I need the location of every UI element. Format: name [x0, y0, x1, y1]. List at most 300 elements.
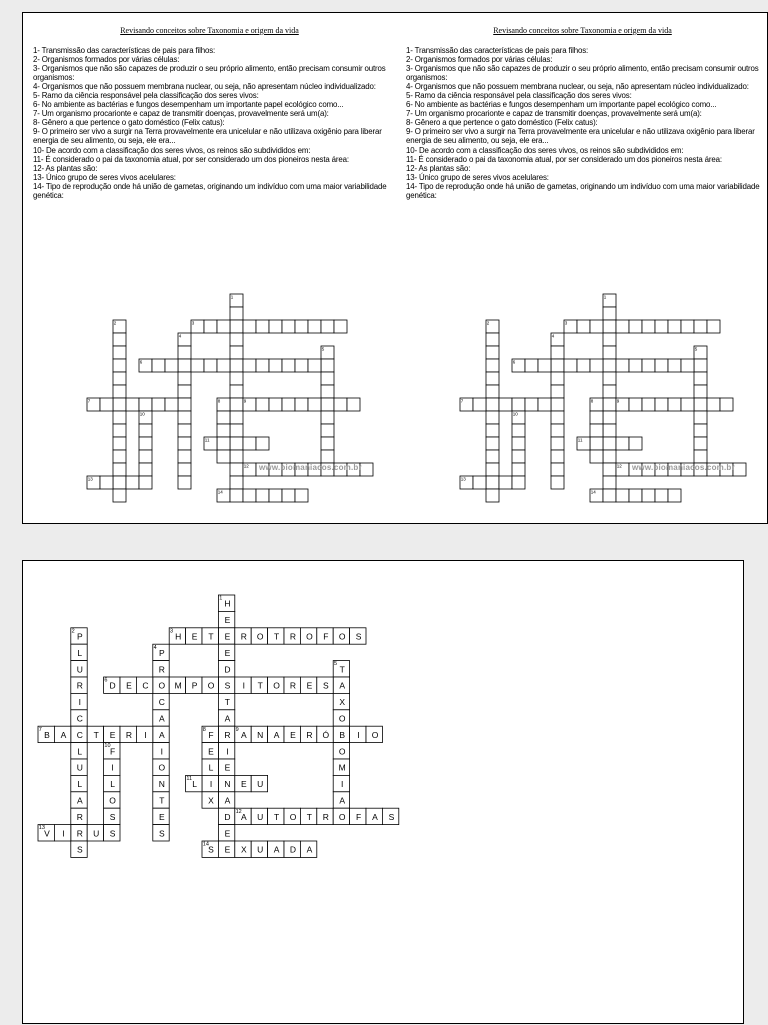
crossword-cell	[113, 489, 126, 502]
crossword-cell	[269, 398, 282, 411]
clue-number: 2	[113, 320, 117, 326]
crossword-cell	[178, 437, 191, 450]
clue-number: 10	[139, 411, 145, 417]
answer-key-page	[22, 560, 744, 1024]
crossword-cell	[603, 398, 616, 411]
crossword-cell	[577, 320, 590, 333]
answer-letter: C	[142, 680, 149, 691]
crossword-cell	[603, 411, 616, 424]
crossword-cell	[655, 489, 668, 502]
crossword-cell	[230, 450, 243, 463]
answer-letter: E	[109, 729, 116, 740]
crossword-cell	[694, 437, 707, 450]
answer-letter: R	[306, 729, 313, 740]
crossword-cell	[321, 437, 334, 450]
answer-letter: T	[306, 811, 313, 822]
crossword-cell	[616, 359, 629, 372]
crossword-cell	[178, 398, 191, 411]
crossword-cell	[590, 450, 603, 463]
crossword-cell	[603, 372, 616, 385]
answer-letter: O	[338, 746, 346, 757]
crossword-cell	[694, 424, 707, 437]
answer-letter: P	[158, 647, 165, 658]
crossword-cell	[655, 398, 668, 411]
crossword-cell	[590, 359, 603, 372]
clue-number: 1	[230, 294, 234, 300]
crossword-cell	[551, 437, 564, 450]
clue-item: 13- Único grupo de seres vivos acelulares:	[406, 172, 549, 182]
crossword-cell	[178, 372, 191, 385]
crossword-cell	[486, 359, 499, 372]
answer-letter: L	[208, 762, 214, 773]
answer-letter: E	[224, 828, 231, 839]
crossword-cell	[230, 359, 243, 372]
crossword-cell	[230, 476, 243, 489]
clue-number: 4	[551, 333, 555, 339]
clue-number: 1	[219, 595, 223, 602]
answer-letter: A	[273, 729, 280, 740]
crossword-cell	[230, 307, 243, 320]
clue-item: 7- Um organismo procarionte e capaz de transmitir doenças, provavelmente será um(a):	[33, 109, 329, 119]
answer-letter: L	[77, 779, 83, 790]
crossword-cell	[603, 424, 616, 437]
crossword-cell	[113, 437, 126, 450]
crossword-cell	[486, 411, 499, 424]
crossword-cell	[694, 320, 707, 333]
answer-letter: S	[109, 811, 116, 822]
crossword-cell	[321, 411, 334, 424]
answer-letter: A	[339, 795, 346, 806]
clue-number: 6	[512, 359, 516, 365]
answer-letter: A	[306, 844, 313, 855]
answer-letter: N	[224, 779, 231, 790]
crossword-cell	[230, 346, 243, 359]
answer-letter: A	[158, 729, 165, 740]
answer-letter: X	[240, 844, 247, 855]
crossword-cell	[152, 359, 165, 372]
answer-letter: A	[224, 713, 231, 724]
clue-number: 5	[334, 661, 338, 668]
crossword-cell	[473, 476, 486, 489]
answer-letter: R	[289, 631, 297, 642]
crossword-cell	[707, 398, 720, 411]
crossword-cell	[629, 489, 642, 502]
clue-number: 13	[460, 476, 466, 482]
crossword-cell	[551, 424, 564, 437]
crossword-cell	[113, 385, 126, 398]
clue-number: 7	[38, 726, 42, 733]
answer-letter: A	[372, 811, 378, 822]
worksheet-copy-left	[23, 13, 396, 523]
clue-number: 8	[217, 398, 221, 404]
answer-letter: E	[158, 811, 165, 822]
crossword-cell	[178, 424, 191, 437]
answer-letter: E	[224, 631, 231, 642]
clue-number: 11	[204, 437, 210, 443]
answer-letter: I	[78, 697, 81, 708]
crossword-cell	[668, 489, 681, 502]
worksheet-title: Revisando conceitos sobre Taxonomia e origem da vida	[120, 26, 299, 35]
answer-letter: N	[158, 779, 165, 790]
crossword-cell	[113, 333, 126, 346]
answer-letter: C	[158, 697, 165, 708]
crossword-cell	[694, 411, 707, 424]
answer-letter: P	[191, 680, 198, 691]
crossword-cell	[204, 359, 217, 372]
crossword-cell	[243, 437, 256, 450]
clue-item: 12- As plantas são:	[406, 163, 471, 173]
clue-item: 1- Transmissão das características de pais para filhos:	[406, 46, 589, 55]
crossword-cell	[295, 359, 308, 372]
clue-number: 3	[170, 628, 174, 635]
crossword-cell	[551, 476, 564, 489]
crossword-cell	[486, 476, 499, 489]
crossword-cell	[139, 450, 152, 463]
crossword-cell	[282, 489, 295, 502]
crossword-cell	[694, 372, 707, 385]
crossword-cell	[564, 359, 577, 372]
worksheet-copy-right	[396, 13, 768, 523]
crossword-cell	[590, 320, 603, 333]
watermark: www.biomaniacos.com.br	[259, 463, 362, 472]
crossword-cell	[152, 398, 165, 411]
crossword-cell	[577, 359, 590, 372]
answer-letter: M	[174, 680, 182, 691]
answer-letter: U	[76, 762, 83, 773]
clue-number: 12	[243, 463, 249, 469]
answer-letter: A	[339, 680, 346, 691]
watermark: www.biomaniacos.com.br	[632, 463, 735, 472]
crossword-cell	[551, 385, 564, 398]
answer-letter: S	[224, 680, 231, 691]
crossword-cell	[616, 320, 629, 333]
answer-letter: S	[76, 844, 83, 855]
crossword-cell	[551, 346, 564, 359]
clue-number: 11	[186, 776, 193, 782]
crossword-cell	[473, 398, 486, 411]
clue-number: 9	[616, 398, 620, 404]
clue-item: 4- Organismos que não possuem membrana nuclear, ou seja, não apresentam núcleo individualizado:	[33, 82, 376, 92]
clue-number: 9	[243, 398, 247, 404]
answer-letter: R	[76, 680, 83, 691]
crossword-cell	[178, 411, 191, 424]
crossword-cell	[126, 476, 139, 489]
crossword-cell	[282, 359, 295, 372]
crossword-cell	[603, 346, 616, 359]
clue-number: 3	[564, 320, 568, 326]
clue-number: 7	[87, 398, 91, 404]
answer-letter: R	[322, 811, 329, 822]
crossword-cell	[525, 359, 538, 372]
crossword-cell	[642, 359, 655, 372]
crossword-cell	[217, 320, 230, 333]
crossword-cell	[308, 320, 321, 333]
crossword-cell	[551, 450, 564, 463]
crossword-cell	[538, 398, 551, 411]
crossword-cell	[178, 359, 191, 372]
crossword-cell	[551, 359, 564, 372]
clue-number: 8	[590, 398, 594, 404]
crossword-cell	[590, 437, 603, 450]
crossword-cell	[616, 489, 629, 502]
answer-letter: A	[224, 795, 231, 806]
crossword-cell	[295, 398, 308, 411]
answer-letter: P	[76, 631, 83, 642]
crossword-cell	[499, 476, 512, 489]
crossword-cell	[512, 398, 525, 411]
clue-item: 13- Único grupo de seres vivos acelulares:	[33, 172, 176, 182]
answer-letter: E	[290, 729, 296, 740]
crossword-cell	[230, 411, 243, 424]
blank-crossword-grid	[23, 13, 396, 525]
answer-letter: T	[208, 631, 214, 642]
crossword-cell	[256, 398, 269, 411]
crossword-cell	[707, 320, 720, 333]
crossword-cell	[139, 463, 152, 476]
crossword-cell	[204, 320, 217, 333]
crossword-cell	[603, 359, 616, 372]
answer-letter: N	[257, 729, 264, 740]
clue-item: 3- Organismos que não são capazes de produzir o seu próprio alimento, então precisam consumir outros organismos:	[33, 64, 386, 83]
answer-letter: O	[306, 631, 313, 642]
answer-letter: D	[289, 844, 297, 855]
crossword-cell	[113, 359, 126, 372]
crossword-cell	[603, 307, 616, 320]
clue-item: 9- O primeiro ser vivo a surgir na Terra provavelmente era unicelular e não utilizava oxigênio para liberar energia de seu alimento, ou seja, ele era...	[406, 127, 755, 146]
answer-letter: D	[224, 664, 231, 675]
answer-letter: O	[338, 631, 346, 642]
answer-letter: T	[224, 697, 231, 708]
crossword-cell	[694, 450, 707, 463]
clue-number: 4	[178, 333, 182, 339]
crossword-cell	[603, 320, 616, 333]
answer-letter: I	[242, 680, 245, 691]
crossword-cell	[113, 398, 126, 411]
crossword-cell	[551, 398, 564, 411]
answer-letter: R	[76, 811, 83, 822]
crossword-cell	[230, 372, 243, 385]
crossword-cell	[230, 489, 243, 502]
crossword-cell	[681, 398, 694, 411]
crossword-cell	[655, 320, 668, 333]
answer-letter: U	[93, 828, 100, 839]
clue-number: 10	[512, 411, 518, 417]
crossword-cell	[269, 359, 282, 372]
crossword-cell	[217, 359, 230, 372]
crossword-cell	[178, 463, 191, 476]
answer-letter: I	[144, 729, 147, 740]
clue-item: 5- Ramo da ciência responsável pela classificação dos seres vivos:	[406, 91, 632, 101]
crossword-cell	[347, 398, 360, 411]
answer-letter: U	[76, 664, 83, 675]
clue-number: 9	[235, 726, 239, 733]
answer-letter: A	[76, 795, 83, 806]
crossword-cell	[282, 398, 295, 411]
crossword-cell	[629, 320, 642, 333]
clue-item: 11- É considerado o pai da taxonomia atual, por ser considerado um dos pioneiros nesta área:	[406, 154, 722, 164]
clue-item: 10- De acordo com a classificação dos seres vivos, os reinos são subdivididos em:	[406, 145, 684, 155]
crossword-cell	[603, 476, 616, 489]
crossword-cell	[217, 424, 230, 437]
answer-letter: H	[175, 631, 182, 642]
answer-letter: M	[338, 762, 346, 773]
answer-crossword-grid	[23, 561, 745, 1025]
crossword-cell	[603, 489, 616, 502]
answer-letter: T	[273, 631, 280, 642]
crossword-cell	[282, 320, 295, 333]
crossword-cell	[486, 463, 499, 476]
crossword-cell	[321, 372, 334, 385]
crossword-cell	[230, 398, 243, 411]
answer-letter: O	[256, 631, 264, 642]
crossword-cell	[100, 398, 113, 411]
answer-letter: L	[77, 746, 83, 757]
clue-number: 14	[202, 841, 209, 848]
answer-letter: R	[125, 729, 133, 740]
crossword-cell	[178, 385, 191, 398]
crossword-cell	[616, 437, 629, 450]
crossword-cell	[256, 320, 269, 333]
crossword-cell	[295, 489, 308, 502]
crossword-cell	[178, 450, 191, 463]
crossword-cell	[334, 320, 347, 333]
crossword-cell	[603, 437, 616, 450]
answer-letter: R	[158, 664, 165, 675]
clue-item: 9- O primeiro ser vivo a surgir na Terra provavelmente era unicelular e não utilizava oxigênio para liberar energia de seu alimento, ou seja, ele era...	[33, 127, 382, 146]
crossword-cell	[113, 411, 126, 424]
answer-letter: I	[209, 779, 213, 790]
answer-letter: O	[371, 729, 379, 740]
crossword-cell	[256, 359, 269, 372]
answer-letter: E	[224, 615, 231, 626]
answer-letter: L	[77, 647, 83, 658]
crossword-cell	[655, 359, 668, 372]
crossword-cell	[334, 398, 347, 411]
crossword-cell	[694, 359, 707, 372]
answer-letter: O	[109, 795, 116, 806]
crossword-cell	[126, 398, 139, 411]
answer-letter: E	[224, 647, 231, 658]
answer-letter: I	[62, 828, 65, 839]
answer-letter: L	[110, 779, 115, 790]
answer-letter: E	[306, 680, 313, 691]
answer-letter: B	[339, 729, 346, 740]
clue-number: 13	[38, 825, 45, 832]
crossword-cell	[486, 333, 499, 346]
crossword-cell	[512, 476, 525, 489]
crossword-cell	[230, 463, 243, 476]
answer-letter: F	[323, 631, 329, 642]
clue-item: 14- Tipo de reprodução onde há união de gametas, originando um indivíduo com uma maior variabilidade genética:	[406, 181, 760, 200]
answer-letter: E	[191, 631, 198, 642]
answer-letter: O	[338, 713, 346, 724]
answer-letter: T	[257, 680, 263, 691]
crossword-cell	[603, 333, 616, 346]
answer-letter: S	[109, 828, 116, 839]
answer-letter: A	[240, 811, 247, 822]
answer-letter: V	[44, 828, 50, 839]
answer-letter: R	[76, 828, 83, 839]
crossword-cell	[321, 398, 334, 411]
crossword-cell	[486, 450, 499, 463]
crossword-cell	[668, 398, 681, 411]
crossword-cell	[681, 320, 694, 333]
crossword-cell	[590, 424, 603, 437]
answer-letter: O	[338, 811, 346, 822]
answer-letter: E	[208, 746, 214, 757]
answer-letter: U	[257, 811, 264, 822]
crossword-cell	[321, 450, 334, 463]
answer-letter: D	[224, 811, 231, 822]
answer-letter: S	[388, 811, 395, 822]
crossword-cell	[603, 450, 616, 463]
crossword-cell	[113, 372, 126, 385]
crossword-cell	[230, 385, 243, 398]
answer-letter: I	[111, 762, 114, 773]
blank-crossword-grid	[396, 13, 768, 525]
clue-item: 4- Organismos que não possuem membrana nuclear, ou seja, não apresentam núcleo individualizado:	[406, 82, 749, 92]
crossword-cell	[321, 424, 334, 437]
crossword-cell	[486, 385, 499, 398]
crossword-cell	[113, 424, 126, 437]
crossword-cell	[486, 424, 499, 437]
worksheet-page	[22, 12, 768, 524]
answer-letter: F	[355, 811, 362, 822]
crossword-cell	[551, 372, 564, 385]
crossword-cell	[499, 398, 512, 411]
crossword-cell	[486, 372, 499, 385]
crossword-cell	[113, 346, 126, 359]
answer-letter: S	[355, 631, 362, 642]
crossword-cell	[243, 359, 256, 372]
answer-letter: I	[341, 779, 344, 790]
crossword-cell	[642, 320, 655, 333]
answer-letter: A	[158, 713, 165, 724]
crossword-cell	[486, 398, 499, 411]
crossword-cell	[512, 437, 525, 450]
answer-letter: E	[224, 762, 231, 773]
crossword-cell	[217, 437, 230, 450]
answer-letter: O	[207, 680, 215, 691]
crossword-cell	[321, 359, 334, 372]
crossword-cell	[486, 489, 499, 502]
crossword-cell	[486, 346, 499, 359]
crossword-cell	[191, 359, 204, 372]
clue-number: 5	[321, 346, 325, 352]
answer-letter: X	[339, 697, 346, 708]
answer-letter: H	[224, 598, 231, 609]
answer-letter: I	[357, 729, 360, 740]
answer-letter: U	[257, 844, 264, 855]
worksheet-title: Revisando conceitos sobre Taxonomia e origem da vida	[493, 26, 672, 35]
answer-letter: O	[158, 680, 166, 691]
crossword-cell	[295, 320, 308, 333]
answer-letter: R	[224, 729, 231, 740]
crossword-cell	[525, 398, 538, 411]
crossword-cell	[668, 359, 681, 372]
crossword-cell	[642, 489, 655, 502]
clue-number: 12	[616, 463, 622, 469]
answer-letter: T	[159, 795, 165, 806]
clue-item: 3- Organismos que não são capazes de produzir o seu próprio alimento, então precisam consumir outros organismos:	[406, 64, 759, 83]
clue-number: 2	[486, 320, 490, 326]
crossword-cell	[694, 398, 707, 411]
crossword-cell	[694, 385, 707, 398]
answer-letter: B	[44, 729, 50, 740]
clue-number: 5	[694, 346, 698, 352]
answer-letter: S	[208, 844, 214, 855]
crossword-cell	[512, 450, 525, 463]
